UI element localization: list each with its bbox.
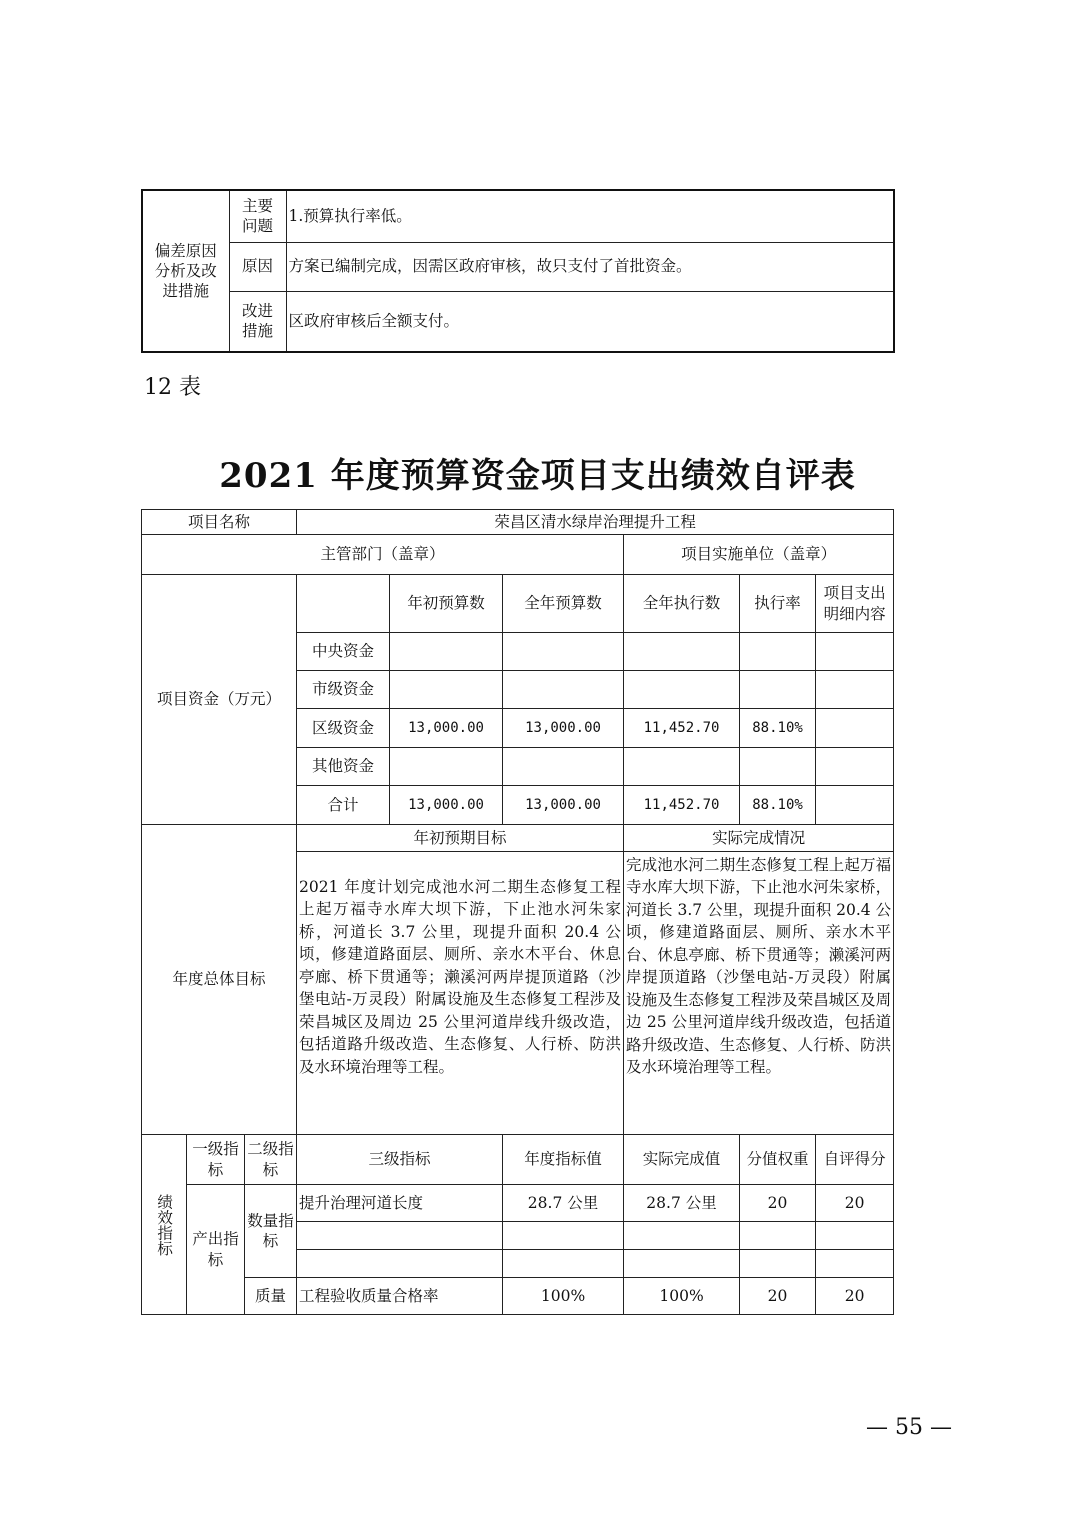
deviation-table [141, 189, 895, 353]
indicator-level1: 产出指标 [187, 1185, 245, 1315]
evaluation-table [141, 509, 894, 1315]
funds-cell [390, 748, 503, 786]
funds-cell [740, 671, 816, 709]
funds-cell [624, 633, 740, 671]
deviation-label: 原因 [229, 242, 286, 291]
funds-cell [390, 671, 503, 709]
indicator-cell [503, 1222, 624, 1250]
indicator-header: 分值权重 [740, 1135, 816, 1185]
project-name: 荣昌区清水绿岸治理提升工程 [297, 510, 894, 535]
goals-actual-text: 完成池水河二期生态修复工程上起万福寺水库大坝下游，下止池水河朱家桥，河道长 3.7 公里，现提升面积 20.4 公顷，修建道路面层、厕所、亲水木平台、休息亭廊、桥下贯通等；濑溪河两岸提顶道路（沙堡电站-万灵段）附属设施及生态修复工程涉及荣昌城区及周边 25 公里河道岸线升级改造，包括道路升级改造、生态修复、人行桥、防洪及水环境治理等工程。 [624, 852, 894, 1135]
indicator-cell: 100% [624, 1278, 740, 1315]
funds-row-name: 中央资金 [297, 633, 390, 671]
indicators-label-text: 绩效指标 [155, 1193, 174, 1256]
funds-cell [624, 748, 740, 786]
indicator-cell: 100% [503, 1278, 624, 1315]
funds-cell: 13,000.00 [390, 786, 503, 825]
indicator-level3 [297, 1250, 503, 1278]
funds-header: 全年预算数 [503, 575, 624, 633]
funds-cell [816, 633, 894, 671]
funds-cell [816, 748, 894, 786]
funds-cell [624, 671, 740, 709]
funds-cell: 11,452.70 [624, 786, 740, 825]
indicator-cell: 28.7 公里 [503, 1185, 624, 1222]
indicator-cell: 20 [816, 1278, 894, 1315]
funds-cell [816, 671, 894, 709]
goals-actual-header: 实际完成情况 [624, 825, 894, 852]
funds-cell: 13,000.00 [390, 709, 503, 748]
goals-expected-header: 年初预期目标 [297, 825, 624, 852]
project-name-label: 项目名称 [142, 510, 297, 535]
funds-cell [816, 786, 894, 825]
funds-header: 项目支出明细内容 [816, 575, 894, 633]
funds-header: 全年执行数 [624, 575, 740, 633]
funds-row-name: 合计 [297, 786, 390, 825]
funds-cell [503, 633, 624, 671]
goals-label: 年度总体目标 [142, 825, 297, 1135]
indicator-level2: 质量 [245, 1278, 297, 1315]
deviation-label: 主要问题 [229, 190, 286, 242]
indicator-cell [740, 1222, 816, 1250]
table-label: 12 表 [144, 375, 201, 400]
funds-row-name: 市级资金 [297, 671, 390, 709]
indicator-header: 实际完成值 [624, 1135, 740, 1185]
indicator-header: 自评得分 [816, 1135, 894, 1185]
indicator-header: 一级指标 [187, 1135, 245, 1185]
indicator-cell [624, 1222, 740, 1250]
indicator-cell [816, 1222, 894, 1250]
funds-cell: 13,000.00 [503, 786, 624, 825]
indicator-header: 年度指标值 [503, 1135, 624, 1185]
indicator-cell: 20 [816, 1185, 894, 1222]
funds-cell: 88.10% [740, 786, 816, 825]
page-title: 2021 年度预算资金项目支出绩效自评表 [219, 456, 856, 496]
indicators-label [142, 1135, 187, 1315]
indicator-cell [740, 1250, 816, 1278]
funds-label: 项目资金（万元） [142, 575, 297, 825]
deviation-content: 区政府审核后全额支付。 [286, 291, 894, 352]
goals-expected-text: 2021 年度计划完成池水河二期生态修复工程上起万福寺水库大坝下游，下止池水河朱家桥，河道长 3.7 公里，现提升面积 20.4 公顷，修建道路面层、厕所、亲水木平台、休息亭廊、桥下贯通等；濑溪河两岸提顶道路（沙堡电站-万灵段）附属设施及生态修复工程涉及荣昌城区及周边 25 公里河道岸线升级改造，包括道路升级改造、生态修复、人行桥、防洪及水环境治理等工程。 [297, 852, 624, 1135]
funds-cell [390, 633, 503, 671]
funds-header-blank [297, 575, 390, 633]
indicator-level3 [297, 1222, 503, 1250]
deviation-category: 偏差原因分析及改进措施 [142, 190, 229, 352]
funds-cell: 88.10% [740, 709, 816, 748]
deviation-label: 改进措施 [229, 291, 286, 352]
funds-cell: 13,000.00 [503, 709, 624, 748]
indicator-cell: 20 [740, 1185, 816, 1222]
indicator-level3: 工程验收质量合格率 [297, 1278, 503, 1315]
indicator-header: 三级指标 [297, 1135, 503, 1185]
indicator-header: 二级指标 [245, 1135, 297, 1185]
funds-header: 年初预算数 [390, 575, 503, 633]
indicator-level3: 提升治理河道长度 [297, 1185, 503, 1222]
indicator-cell: 28.7 公里 [624, 1185, 740, 1222]
deviation-content: 1.预算执行率低。 [286, 190, 894, 242]
funds-cell [740, 633, 816, 671]
indicator-cell: 20 [740, 1278, 816, 1315]
page-number: — 55 — [866, 1415, 952, 1440]
funds-cell: 11,452.70 [624, 709, 740, 748]
indicator-cell [816, 1250, 894, 1278]
funds-cell [503, 748, 624, 786]
unit-label: 项目实施单位（盖章） [624, 535, 894, 575]
funds-header: 执行率 [740, 575, 816, 633]
funds-cell [816, 709, 894, 748]
funds-cell [503, 671, 624, 709]
indicator-level2: 数量指标 [245, 1185, 297, 1278]
funds-cell [740, 748, 816, 786]
dept-label: 主管部门（盖章） [142, 535, 624, 575]
funds-row-name: 区级资金 [297, 709, 390, 748]
funds-row-name: 其他资金 [297, 748, 390, 786]
indicator-cell [503, 1250, 624, 1278]
indicator-cell [624, 1250, 740, 1278]
deviation-content: 方案已编制完成，因需区政府审核，故只支付了首批资金。 [286, 242, 894, 291]
